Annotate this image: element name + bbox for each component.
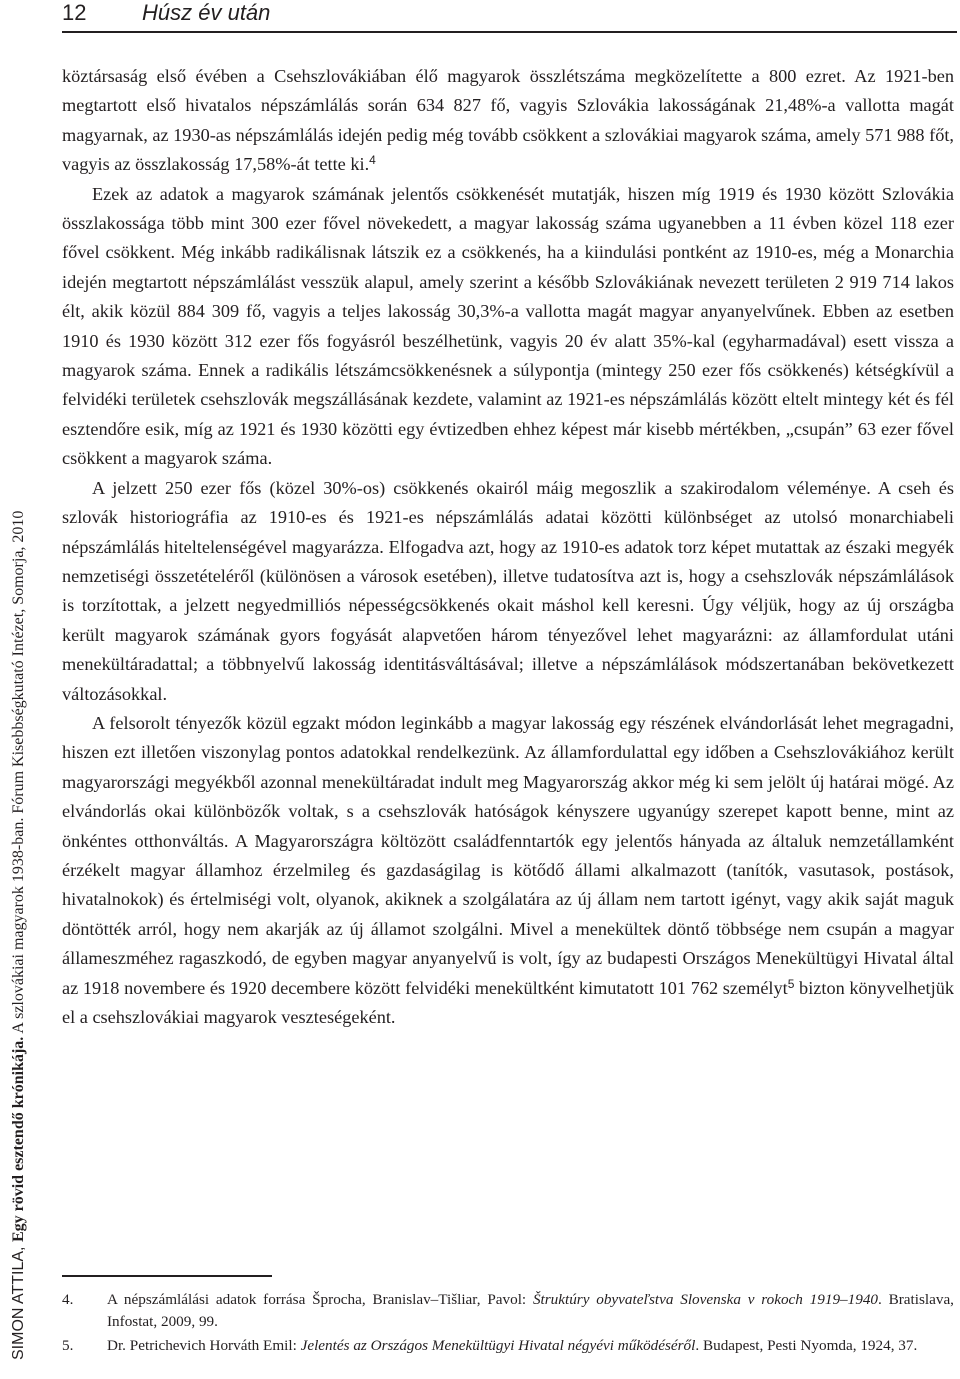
footnote-title: Jelentés az Országos Menekültügyi Hivatal négyévi működéséről	[300, 1337, 696, 1354]
footnote-rule	[62, 1275, 272, 1277]
footnote-number: 4.	[62, 1291, 74, 1308]
footnotes	[62, 1289, 954, 1359]
footnote-4	[62, 1289, 954, 1333]
footnote-ref-5[interactable]: 5	[787, 976, 795, 991]
footnote-text-end: . Bratislava, Infostat, 2009, 99.	[107, 1291, 954, 1330]
footnote-text: A népszámlálási adatok forrása Šprocha, Branislav–Tišliar, Pavol:	[107, 1291, 533, 1308]
paragraph-4	[62, 709, 954, 1032]
footnote-5	[62, 1335, 954, 1357]
side-caption	[10, 310, 28, 1360]
side-caption-author: SIMON ATTILA,	[10, 1242, 27, 1360]
side-caption-rest: A szlovákiai magyarok 1938-ban. Fórum Kisebbségkutató Intézet, Somorja, 2010	[10, 510, 27, 1037]
header-rule	[62, 31, 957, 33]
footnote-text: Dr. Petrichevich Horváth Emil:	[107, 1337, 301, 1354]
footnote-title: Štruktúry obyvateľstva Slovenska v rokoch 1919–1940	[532, 1291, 879, 1308]
page-number: 12	[62, 0, 87, 25]
paragraph-1	[62, 62, 954, 180]
paragraph-3: A jelzett 250 ezer fős (közel 30%-os) csökkenés okairól máig megoszlik a szakirodalom véleménye. A cseh és szlovák historiográfia az 1910-es és 1921-es népszámlálás adatai közötti különbséget az utolsó monarchiabeli népszámlálás hiteltelenségével magyarázza. Elfogadva azt, hogy az 1910-es adatok torz képet mutattak az északi megyék nemzetiségi összetételéről (különösen a városok esetében), illetve tudatosítva azt is, hogy a csehszlovák népszámlálások is torzítottak, a jelzett negyedmilliós népességcsökkenés okait máshol kell keresni. Úgy véljük, hogy az új országba került magyarok számának gyors fogyását alapvetően három tényezővel lehet magyarázni: az államfordulat utáni menekültáradattal; a többnyelvű lakosság identitásváltásával; illetve a népszámlálások módszertanában bekövetkezett változásokkal.	[62, 477, 954, 704]
paragraph-4-text-a: A felsorolt tényezők közül egzakt módon leginkább a magyar lakosság egy részének elvándorlását lehet megragadni, hiszen ezt illetően viszonylag pontos adatokkal rendelkezünk. Az államfordulattal egy időben a Csehszlovákiához került magyarországi megyékből azonnal menekültáradat indult meg Magyarország akkor még ki sem jelölt új határai mögé. Az elvándorlás okai különbözők voltak, s a csehszlovák hatóságok kényszere ugyanúgy szerepet kapott benne, mint az önkéntes otthonváltás. A Magyarországra költözött családfenntartók egy jelentős hányada az általuk nemzetállamként érzékelt magyar államhoz érzelmileg és gazdaságilag is kötődő állami alkalmazott (tanítók, vasutasok, postások, hivatalnokok) és értelmiségi volt, olyanok, akiknek a szolgálatára az új állam nem tartott igényt, vagy akik saját maguk döntötték arról, hogy nem akarják az új államot szolgálni. Mivel a menekültek döntő többsége nem csupán a magyar állameszméhez ragaszkodó, de egyben magyar anyanyelvű is volt, így az budapesti Országos Menekültügyi Hivatal által az 1918 novembere és 1920 decembere között felvidéki menekültként kimutatott 101 762 személyt	[62, 712, 954, 998]
running-title: Húsz év után	[142, 0, 271, 25]
side-caption-title: Egy rövid esztendő krónikája.	[10, 1036, 27, 1243]
footnote-text-end: . Budapest, Pesti Nyomda, 1924, 37.	[695, 1337, 918, 1354]
paragraph-1-text: köztársaság első évében a Csehszlovákiában élő magyarok összlétszáma megközelítette a 800 ezret. Az 1921-ben megtartott első hivatalos népszámlálás során 634 827 fő, vagyis Szlovákia lakosságának 21,48%-a vallotta magát magyarnak, az 1930-as népszámlálás idején pedig még tovább csökkent a szlovákiai magyarok száma, amely 571 988 főt, vagyis az összlakosság 17,58%-át tette ki.	[62, 66, 954, 175]
page-header	[62, 0, 957, 32]
paragraph-2: Ezek az adatok a magyarok számának jelentős csökkenését mutatják, hiszen míg 1919 és 1930 között Szlovákia összlakossága több mint 300 ezer fővel növekedett, a magyar lakosság száma ugyanebben a 11 évben közel 118 ezer fővel csökkent. Még inkább radikálisnak látszik ez a csökkenés, ha a kiindulási pontként az 1910-es, még a Monarchia idején megtartott népszámlálást vesszük alapul, amely szerint a később Szlovákiának nevezett területen 2 919 714 lakos élt, akik közül 884 309 fő, vagyis a teljes lakosság 30,3%-a vallotta magát magyar anyanyelvűnek. Ebben az esetben 1910 és 1930 között 312 ezer fős fogyásról beszélhetünk, vagyis 20 év alatt 35%-kal (egyharmadával) esett vissza a magyarok száma. Ennek a radikális létszámcsökkenésnek a súlypontja (mintegy 250 ezer fős csökkenés) kétségkívül a felvidéki területek csehszlovák megszállásának kezdete, valamint az 1921-es népszámlálás között eltelt mintegy két és fél esztendőre esik, míg az 1921 és 1930 közötti egy évtizedben ehhez képest már kisebb mértékben, „csupán” 63 ezer fővel csökkent a magyarok száma.	[62, 183, 954, 469]
paragraph-4-text-b: bizton könyvelhetjük el a csehszlovákiai magyarok veszteségeként.	[62, 977, 954, 1027]
footnote-number: 5.	[62, 1337, 74, 1354]
body-text	[62, 62, 954, 1032]
footnote-ref-4[interactable]: 4	[369, 153, 376, 168]
